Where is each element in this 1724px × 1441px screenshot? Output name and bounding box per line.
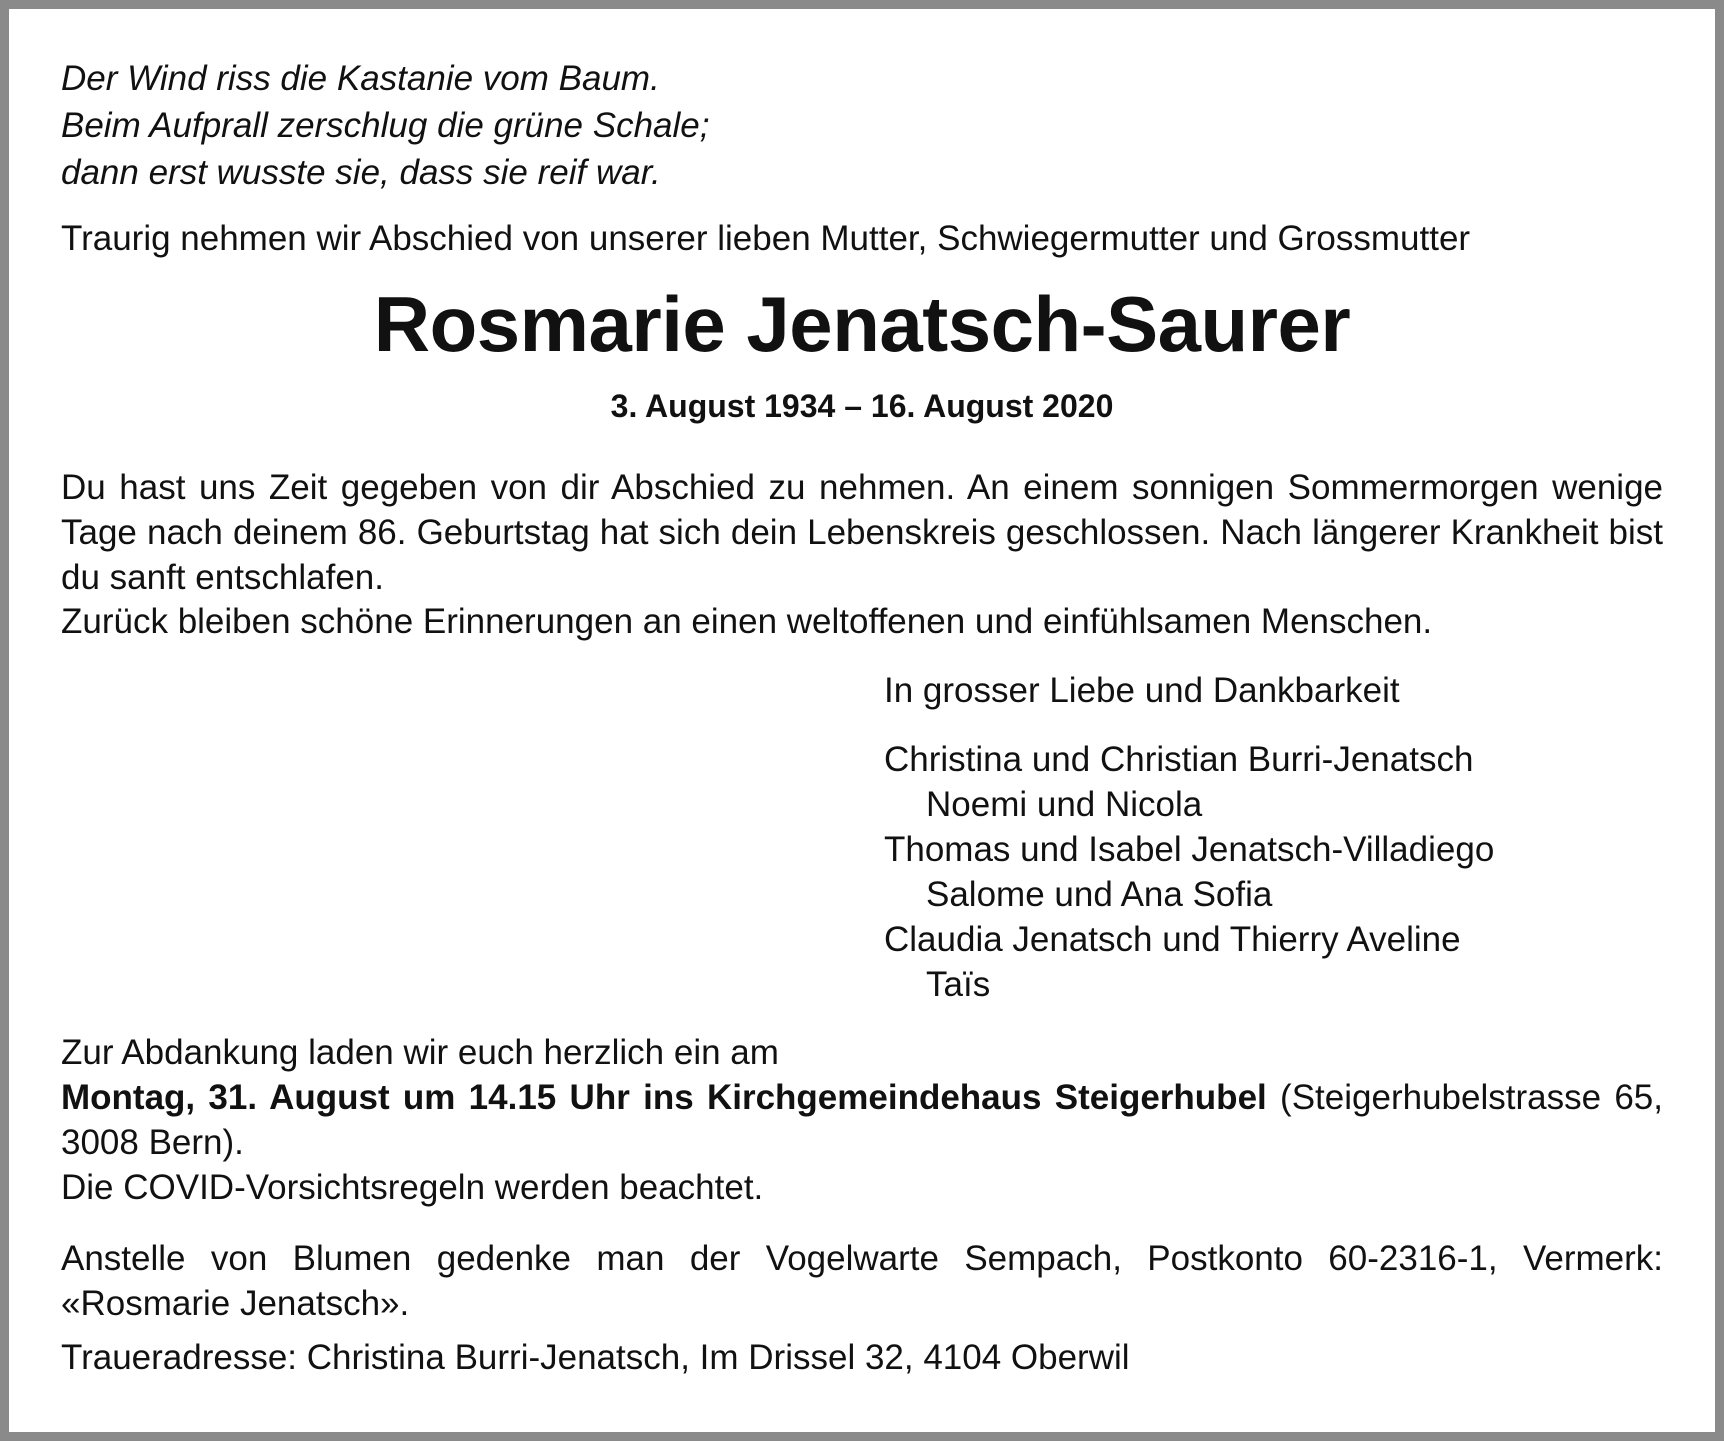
family-parents: Thomas und Isabel Jenatsch-Villadiego: [884, 830, 1495, 869]
intro-text: Traurig nehmen wir Abschied von unserer lieben Mutter, Schwiegermutter und Grossmutter: [61, 219, 1471, 258]
deceased-name: Rosmarie Jenatsch-Saurer: [373, 280, 1351, 368]
life-dates: 3. August 1934 – 16. August 2020: [610, 388, 1114, 424]
family-children: Taïs: [926, 965, 991, 1004]
family-parents: Claudia Jenatsch und Thierry Aveline: [884, 920, 1461, 959]
family-children: Noemi und Nicola: [926, 785, 1203, 824]
donation-note: Anstelle von Blumen gedenke man der Vogelwarte Sempach, Postkonto 60-2316-1, Vermerk: «Rosmarie Jenatsch».: [61, 1239, 1663, 1323]
service-info: [61, 1030, 1663, 1210]
service-address: (Steigerhubelstrasse 65, 3008 Bern).: [61, 1078, 1663, 1162]
message-paragraph-memories: Zurück bleiben schöne Erinnerungen an einen weltoffenen und einfühlsamen Menschen.: [61, 602, 1433, 641]
poem-line: dann erst wusste sie, dass sie reif war.: [61, 153, 661, 192]
service-date-place: Montag, 31. August um 14.15 Uhr ins Kirchgemeindehaus Steigerhubel: [61, 1078, 1267, 1117]
poem-line: Der Wind riss die Kastanie vom Baum.: [61, 59, 660, 98]
poem: [61, 55, 1663, 196]
message-paragraph: Du hast uns Zeit gegeben von dir Abschied zu nehmen. An einem sonnigen Sommermorgen wenige Tage nach deinem 86. Geburtstag hat sich dein Lebenskreis geschlossen. Nach längerer Krankheit bist du sanft entschlafen.: [61, 468, 1663, 597]
family-parents: Christina und Christian Burri-Jenatsch: [884, 740, 1474, 779]
poem-line: Beim Aufprall zerschlug die grüne Schale;: [61, 106, 710, 145]
family-children: Salome und Ana Sofia: [926, 875, 1273, 914]
signoff-heading: In grosser Liebe und Dankbarkeit: [884, 671, 1400, 710]
covid-note: Die COVID-Vorsichtsregeln werden beachtet.: [61, 1168, 764, 1207]
service-invitation: Zur Abdankung laden wir euch herzlich ein am: [61, 1033, 779, 1072]
service-details: [61, 1075, 1663, 1165]
obituary-notice: [9, 9, 1715, 1432]
mourning-address: Traueradresse: Christina Burri-Jenatsch, Im Drissel 32, 4104 Oberwil: [61, 1338, 1130, 1377]
family-list: [884, 737, 1494, 1007]
